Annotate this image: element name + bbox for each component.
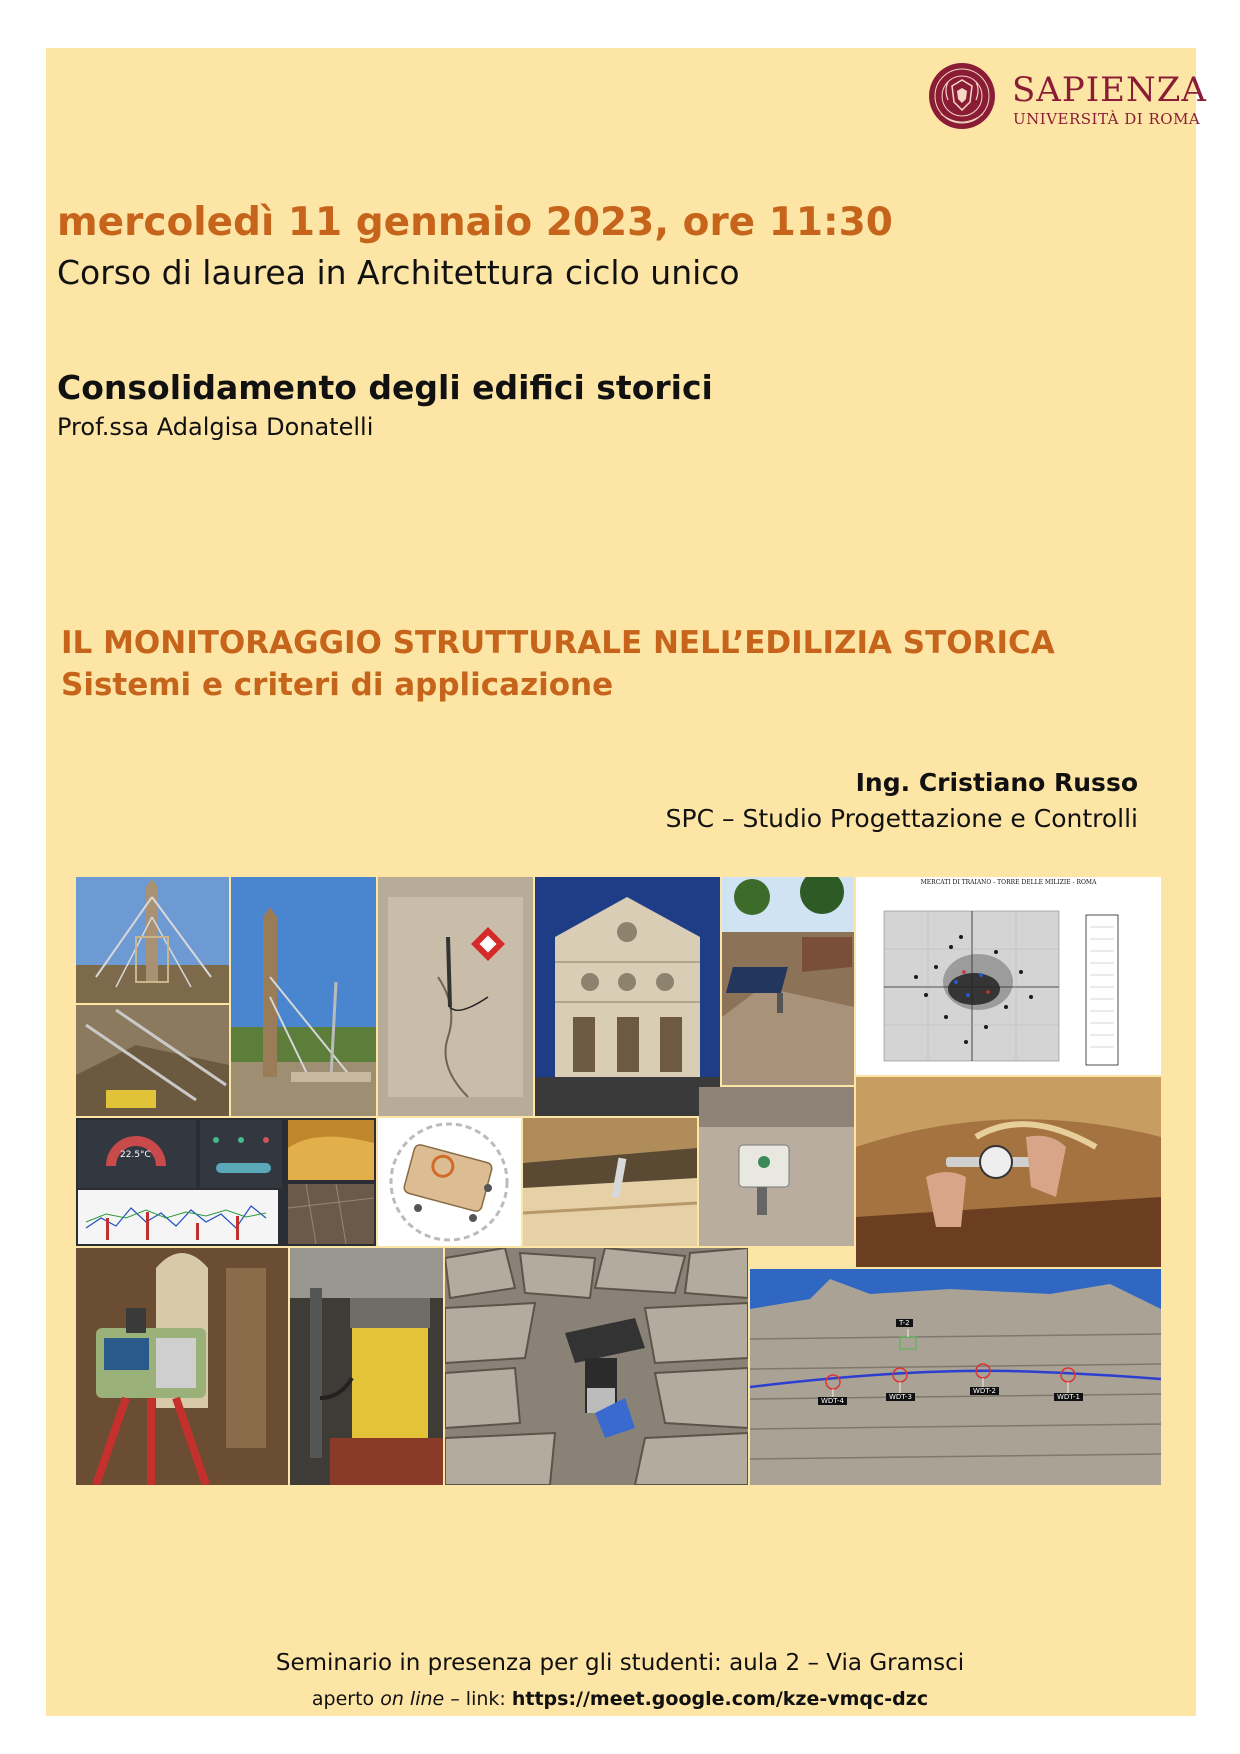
masonry-tower-photo <box>750 1269 1161 1485</box>
tower-label-t2: T-2 <box>896 1319 913 1327</box>
beam-sensor-photo <box>523 1118 697 1246</box>
chart-header: MERCATI DI TRAIANO - TORRE DELLE MILIZIE - ROMA <box>920 879 1097 886</box>
footer-location: Seminario in presenza per gli studenti: aula 2 – Via Gramsci <box>275 1650 965 1676</box>
logo-wordmark: SAPIENZA <box>1012 70 1207 110</box>
tower-label-wdt1: WDT-1 <box>1054 1393 1083 1401</box>
excavation-photo <box>76 1005 229 1116</box>
speaker-company: SPC – Studio Progettazione e Controlli <box>665 804 1138 833</box>
seminar-title: IL MONITORAGGIO STRUTTURALE NELL’EDILIZIA STORICA <box>61 625 1055 661</box>
footer-online-label: on line <box>380 1688 445 1710</box>
tower-label-wdt3: WDT-3 <box>886 1393 915 1401</box>
obelisk-tall-photo <box>231 877 376 1116</box>
solar-panel-ruins-photo <box>722 877 854 1085</box>
logo-subtitle: UNIVERSITÀ DI ROMA <box>1013 110 1201 128</box>
gauge-value: 22.5°C <box>120 1150 151 1160</box>
seminar-subtitle: Sistemi e criteri di applicazione <box>61 667 614 703</box>
obelisk-scaffold-photo <box>76 877 229 1003</box>
scatter-chart-image <box>856 877 1161 1075</box>
tower-label-wdt4: WDT-4 <box>818 1397 847 1405</box>
footer-online-prefix: aperto <box>311 1688 381 1710</box>
sensor-box-photo <box>378 1118 521 1246</box>
professor-name: Prof.ssa Adalgisa Donatelli <box>57 413 374 441</box>
class-title: Consolidamento degli edifici storici <box>57 368 713 407</box>
photo-collage <box>76 877 1161 1485</box>
sapienza-logo <box>926 58 1207 138</box>
sapienza-seal-icon <box>926 58 998 136</box>
stone-wall-sensor-photo <box>445 1248 748 1485</box>
course-name: Corso di laurea in Architettura ciclo unico <box>57 253 740 292</box>
fresco-measurement-photo <box>856 1077 1161 1267</box>
event-date-time: mercoledì 11 gennaio 2023, ore 11:30 <box>57 200 893 245</box>
total-station-photo <box>76 1248 288 1485</box>
cathedral-facade-photo <box>535 877 720 1116</box>
speaker-name: Ing. Cristiano Russo <box>855 768 1138 797</box>
monitoring-dashboard-image <box>76 1118 376 1246</box>
footer-online-mid: – link: <box>444 1688 512 1710</box>
wall-sensor-photo <box>699 1087 854 1246</box>
crack-sensor-photo <box>378 877 533 1116</box>
meeting-link[interactable]: https://meet.google.com/kze-vmqc-dzc <box>511 1688 929 1710</box>
hydraulic-jack-photo <box>290 1248 443 1485</box>
tower-label-wdt2: WDT-2 <box>970 1387 999 1395</box>
footer-online <box>0 1688 1240 1710</box>
